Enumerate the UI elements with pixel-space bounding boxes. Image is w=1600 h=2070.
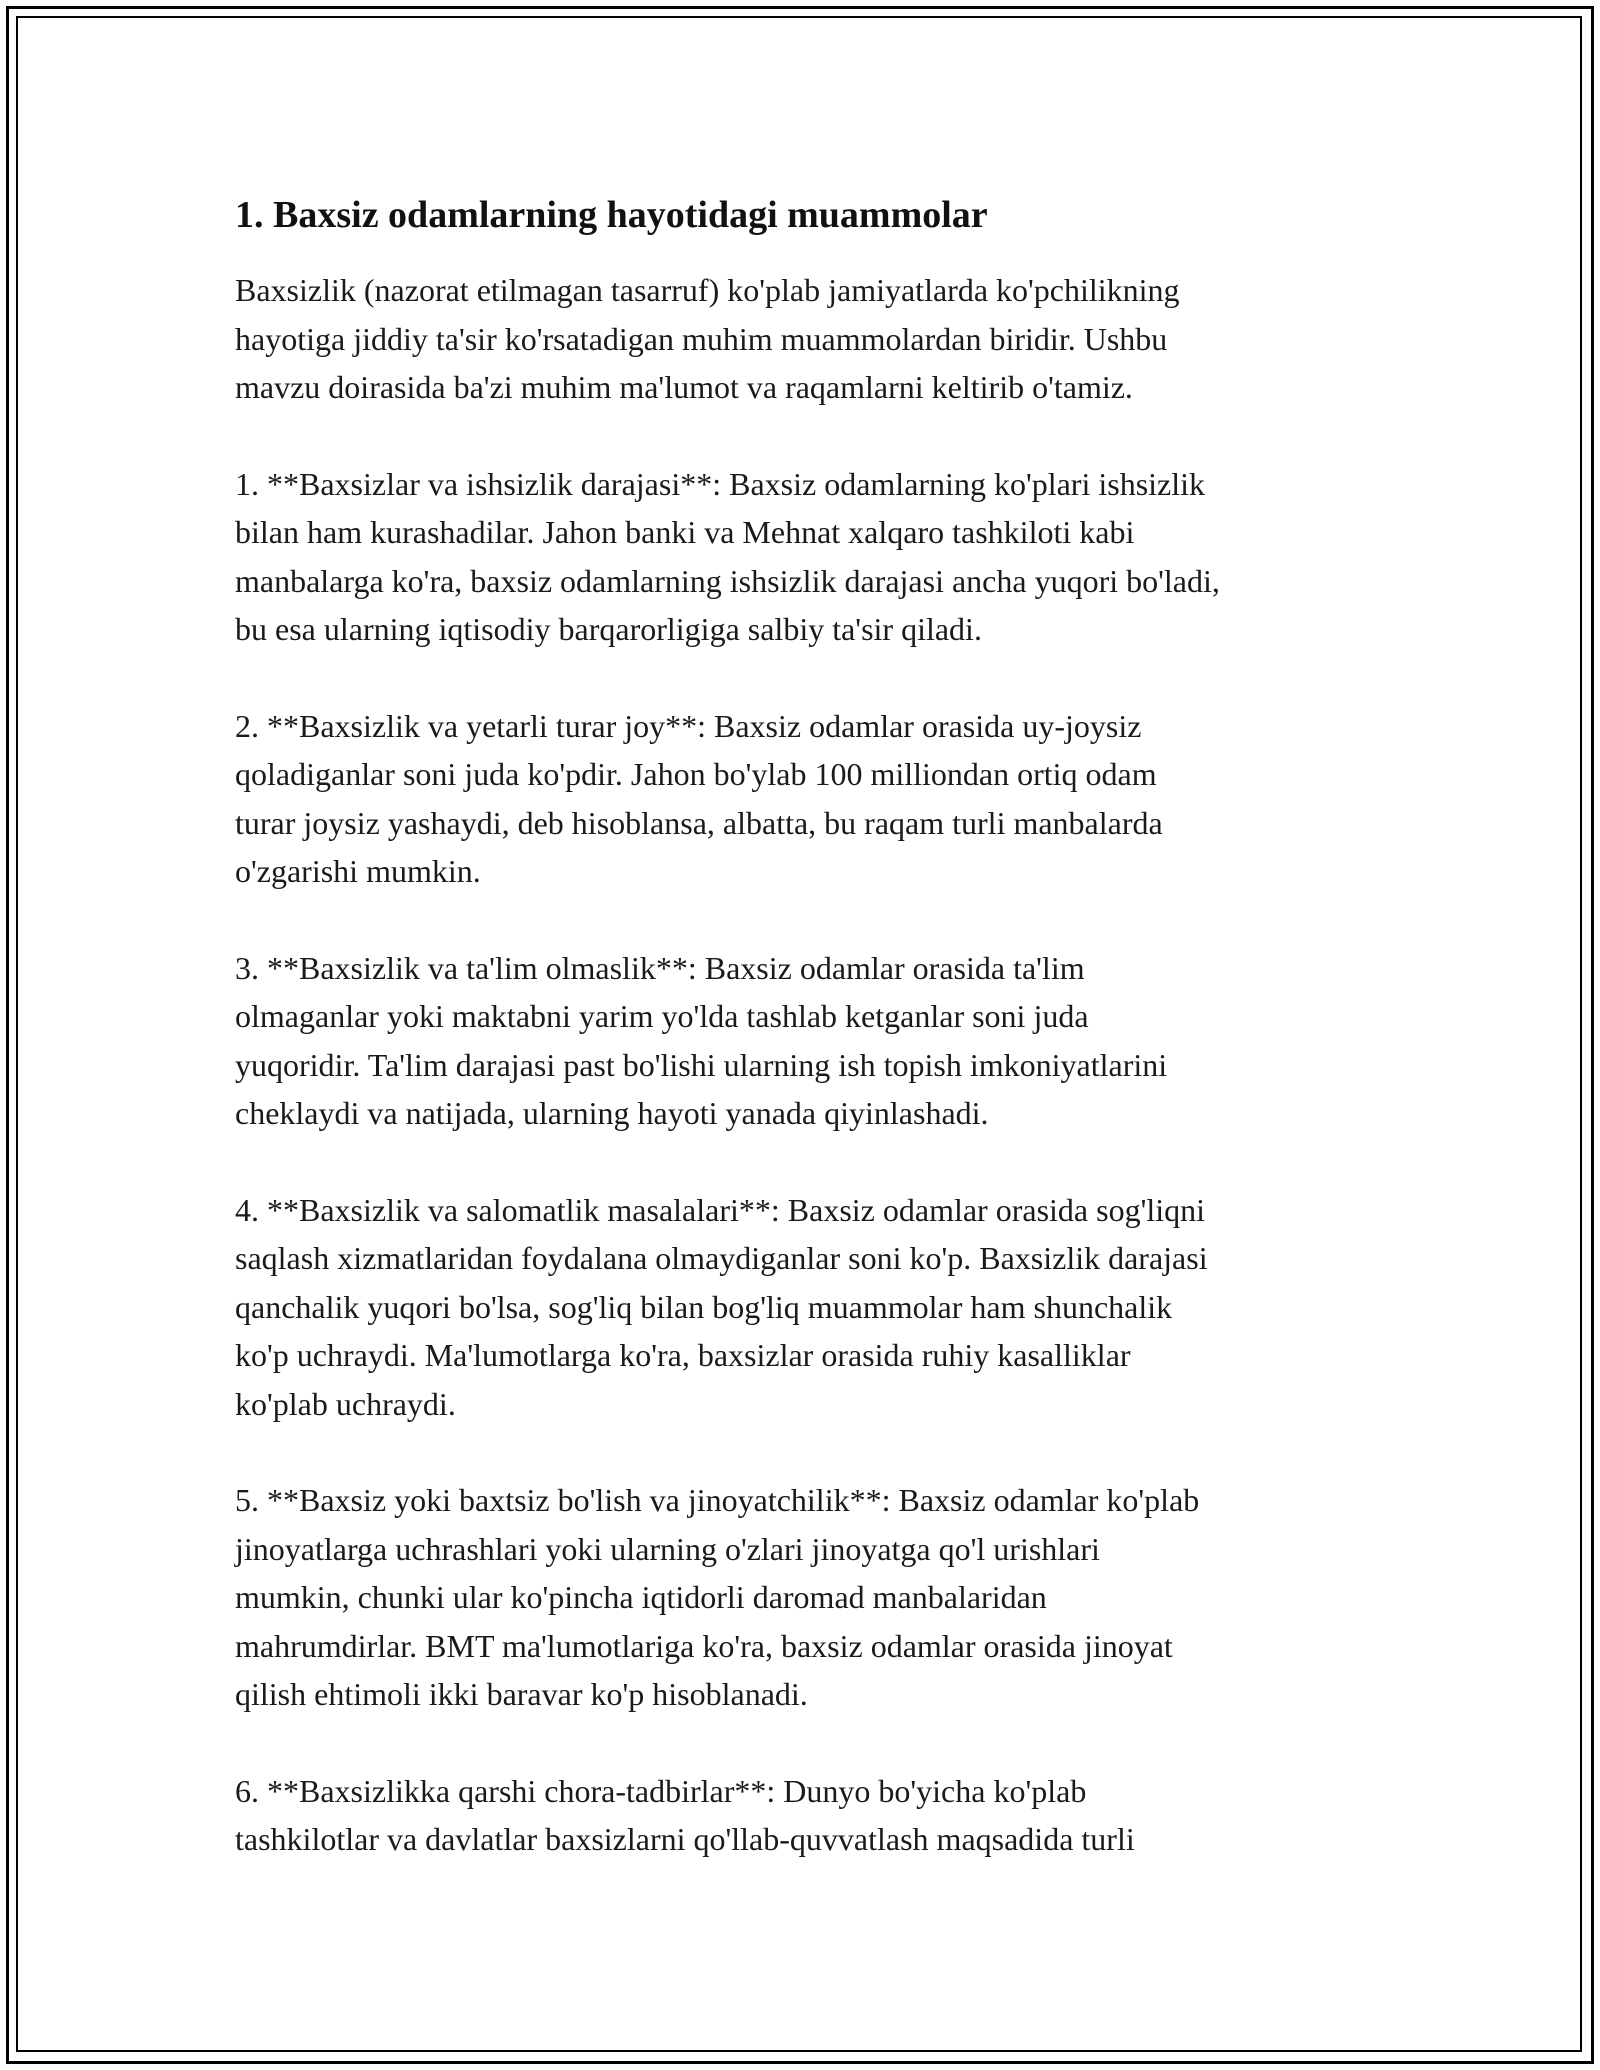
paragraph-6-measures: 6. **Baxsizlikka qarshi chora-tadbirlar**: Dunyo bo'yicha ko'plab tashkilotlar va davlatlar baxsizlarni qo'llab-quvvatlash maqsadida turli — [235, 1772, 1135, 1857]
paragraph-5-crime: 5. **Baxsiz yoki baxtsiz bo'lish va jinoyatchilik**: Baxsiz odamlar ko'plab jinoyatlarga uchrashlari yoki ularning o'zlari jinoyatga qo'l urishlari mumkin, chunki ular ko'pincha iqtidorli daromad manbalaridan mahrumdirlar. BMT ma'lumotlariga ko'ra, baxsiz odamlar orasida jinoyat qilish ehtimoli ikki baravar ko'p hisoblanadi. — [235, 1482, 1200, 1712]
paragraph-2-housing: 2. **Baxsizlik va yetarli turar joy**: Baxsiz odamlar orasida uy-joysiz qoladiganlar soni juda ko'pdir. Jahon bo'ylab 100 milliondan ortiq odam turar joysiz yashaydi, deb hisoblansa, albatta, bu raqam turli manbalarda o'zgarishi mumkin. — [235, 707, 1163, 889]
paragraph-3-education: 3. **Baxsizlik va ta'lim olmaslik**: Baxsiz odamlar orasida ta'lim olmaganlar yoki maktabni yarim yo'lda tashlab ketganlar soni juda yuqoridir. Ta'lim darajasi past bo'lishi ularning ish topish imkoniyatlarini cheklaydi va natijada, ularning hayoti yanada qiyinlashadi. — [235, 949, 1168, 1131]
document-body — [235, 186, 1395, 1912]
paragraph-4-health: 4. **Baxsizlik va salomatlik masalalari**: Baxsiz odamlar orasida sog'liqni saqlash xizmatlaridan foydalana olmaydiganlar soni ko'p. Baxsizlik darajasi qanchalik yuqori bo'lsa, sog'liq bilan bog'liq muammolar ham shunchalik ko'p uchraydi. Ma'lumotlarga ko'ra, baxsizlar orasida ruhiy kasalliklar ko'plab uchraydi. — [235, 1191, 1208, 1422]
paragraph-1-unemployment: 1. **Baxsizlar va ishsizlik darajasi**: Baxsiz odamlarning ko'plari ishsizlik bilan ham kurashadilar. Jahon banki va Mehnat xalqaro tashkiloti kabi manbalarga ko'ra, baxsiz odamlarning ishsizlik darajasi ancha yuqori bo'ladi, bu esa ularning iqtisodiy barqarorligiga salbiy ta'sir qiladi. — [235, 465, 1220, 647]
document-title: 1. Baxsiz odamlarning hayotidagi muammolar — [235, 194, 988, 236]
intro-paragraph: Baxsizlik (nazorat etilmagan tasarruf) ko'plab jamiyatlarda ko'pchilikning hayotiga jiddiy ta'sir ko'rsatadigan muhim muammolardan biridir. Ushbu mavzu doirasida ba'zi muhim ma'lumot va raqamlarni keltirib o'tamiz. — [235, 272, 1180, 405]
